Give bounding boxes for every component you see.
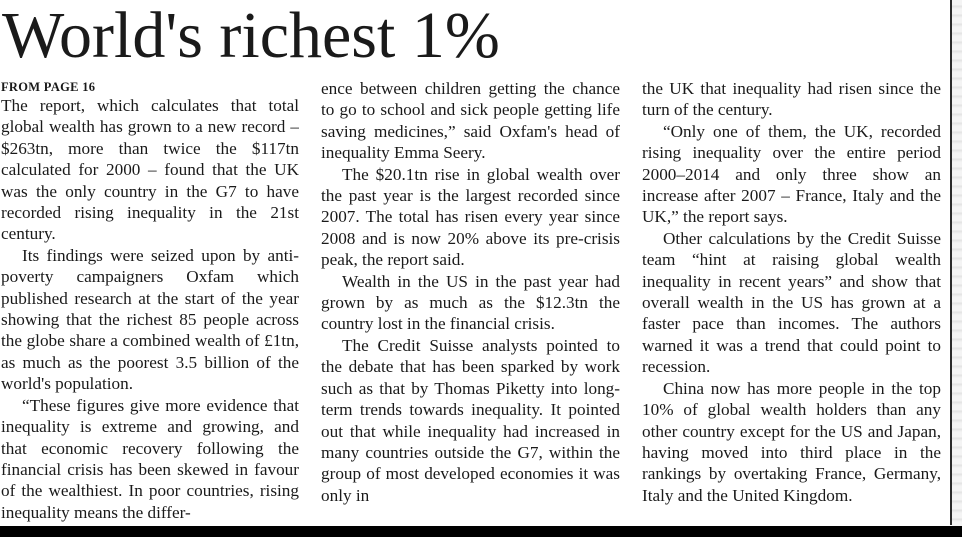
paragraph: The Credit Suisse analysts pointed to the debate that has been sparked by work such as that by Thomas Piketty into long-term trends towards inequality. It pointed out that while inequality had increased in many countries outside the G7, within the group of most developed economies it was only in <box>321 335 620 505</box>
paragraph: “These figures give more evidence that inequality is extreme and growing, and that economic recovery following the financial crisis has been skewed in favour of the wealthiest. In poor countries, rising inequality means the differ- <box>1 395 299 522</box>
scan-bottom-band <box>0 526 962 537</box>
paragraph: Its findings were seized upon by anti-poverty campaigners Oxfam which published research at the start of the year showing that the richest 85 people across the globe share a combined wealth of £1tn, as much as the poorest 3.5 billion of the world's population. <box>1 245 299 394</box>
paragraph: ence between children getting the chance to go to school and sick people getting life saving medicines,” said Oxfam's head of inequality Emma Seery. <box>321 79 620 163</box>
paragraph: The $20.1tn rise in global wealth over the past year is the largest recorded since 2007. The total has risen every year since 2008 and is now 20% above its pre-crisis peak, the report said. <box>321 164 620 270</box>
article-column-1 <box>1 78 299 528</box>
article-column-2 <box>321 78 620 528</box>
paragraph: “Only one of them, the UK, recorded rising inequality over the entire period 2000–2014 and only three show an increase after 2007 – France, Italy and the UK,” the report says. <box>642 121 941 227</box>
paragraph: Wealth in the US in the past year had grown by as much as the $12.3tn the country lost in the financial crisis. <box>321 271 620 334</box>
paragraph: The report, which calculates that total global wealth has grown to a new record – $263tn, more than twice the $117tn calculated for 2000 – found that the UK was the only country in the G7 to have recorded rising inequality in the 21st century. <box>1 96 299 244</box>
continuation-kicker: FROM PAGE 16 <box>1 80 96 94</box>
paragraph: the UK that inequality had risen since the turn of the century. <box>642 79 941 120</box>
paragraph: Other calculations by the Credit Suisse team “hint at raising global wealth inequality in recent years” and show that overall wealth in the US has grown at a faster pace than incomes. The authors warned it was a trend that could point to recession. <box>642 228 941 377</box>
article-column-3 <box>642 78 941 528</box>
paragraph: China now has more people in the top 10% of global wealth holders than any other country except for the US and Japan, having moved into third place in the rankings by overtaking France, Germany, Italy and the United Kingdom. <box>642 378 941 505</box>
page-edge-strip <box>952 0 962 526</box>
headline: World's richest 1% <box>2 0 500 72</box>
